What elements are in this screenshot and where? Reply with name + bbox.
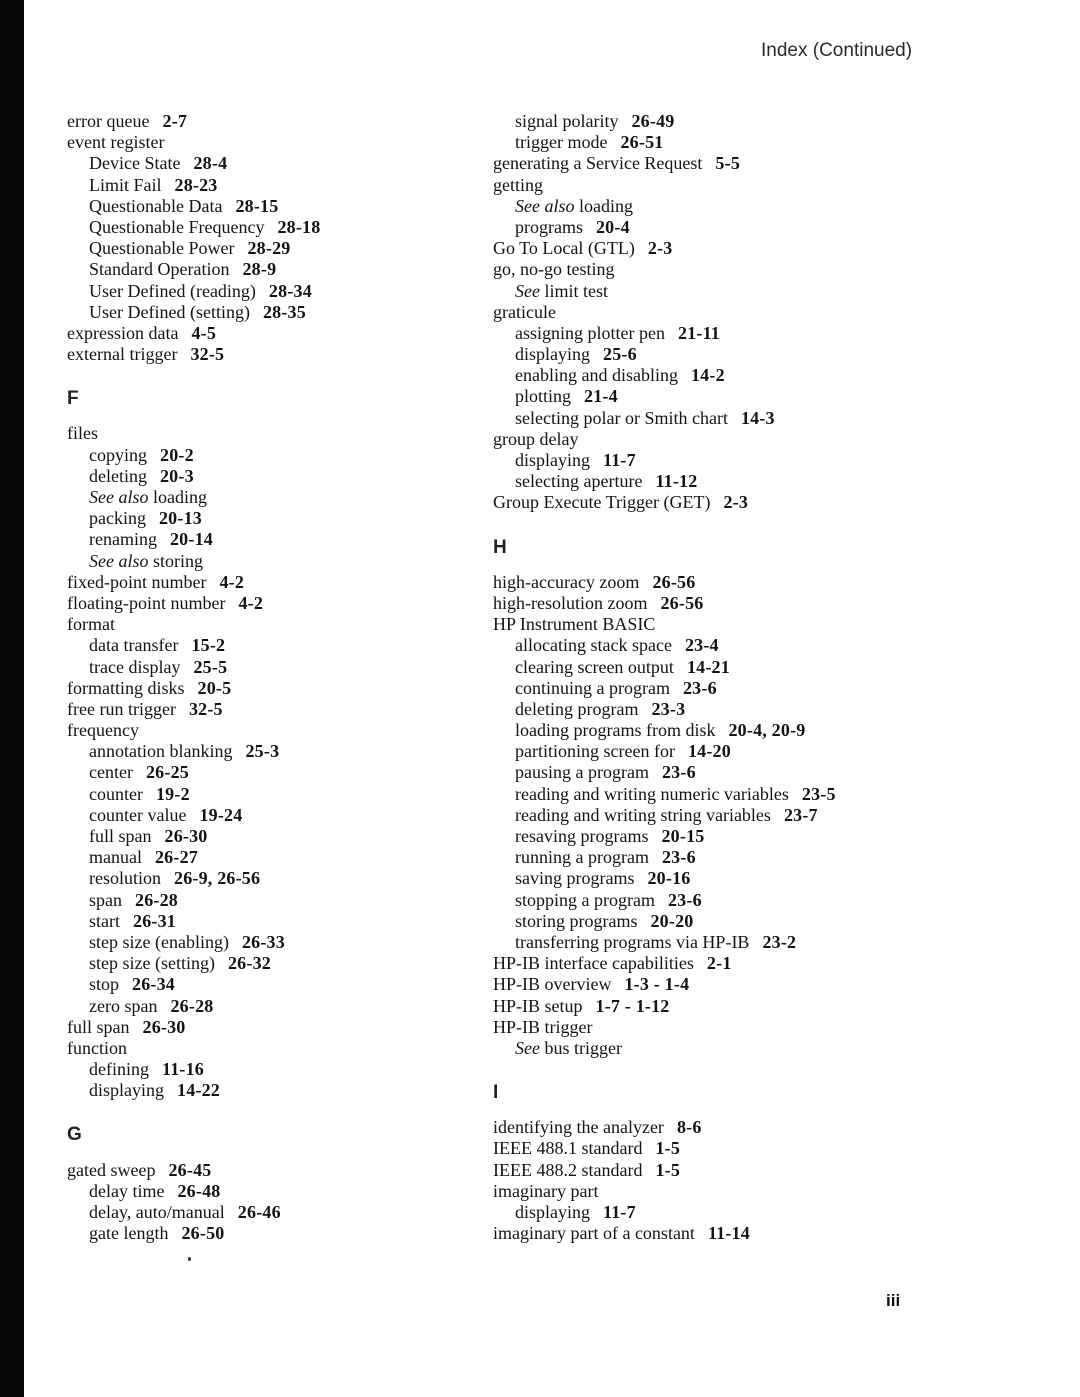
entry-page-number: 23-2 [762, 931, 797, 952]
index-entry [67, 1223, 497, 1244]
entry-page-number: 2-1 [706, 953, 732, 974]
entry-page-number: 20-14 [169, 529, 213, 550]
index-entry [67, 1038, 497, 1059]
entry-text: displaying [515, 344, 590, 365]
index-entry [493, 720, 923, 741]
entry-text: trace display [89, 656, 181, 677]
entry-page-number: 19-24 [199, 804, 243, 825]
entry-text: high-resolution zoom [493, 592, 648, 613]
entry-text: counter [89, 783, 143, 804]
index-entry [493, 932, 923, 953]
entry-page-number: 28-23 [174, 174, 218, 195]
index-entry [67, 593, 497, 614]
entry-page-number: 5-5 [715, 153, 741, 174]
entry-text: graticule [493, 301, 556, 322]
entry-text: transferring programs via HP-IB [515, 931, 750, 952]
index-entry [67, 111, 497, 132]
index-entry [493, 826, 923, 847]
index-entry [67, 1181, 497, 1202]
entry-text: programs [515, 216, 583, 237]
entry-page-number: 26-25 [145, 762, 189, 783]
entry-page-number: 14-20 [687, 741, 731, 762]
entry-page-number: 32-5 [190, 344, 225, 365]
entry-text: go, no-go testing [493, 259, 615, 280]
index-entry [493, 996, 923, 1017]
entry-page-number: 26-49 [631, 111, 675, 131]
entry-page-number: 28-9 [242, 259, 277, 280]
entry-page-number: 15-2 [191, 635, 226, 656]
entry-page-number: 26-34 [132, 974, 176, 995]
entry-text: resaving programs [515, 826, 649, 846]
entry-page-number: 28-29 [247, 238, 291, 259]
entry-text: free run trigger [67, 698, 176, 719]
entry-text: allocating stack space [515, 635, 672, 656]
entry-text: deleting program [515, 698, 639, 719]
section-heading: H [493, 536, 507, 558]
index-entry [67, 551, 497, 572]
index-entry [493, 323, 923, 344]
entry-text: limit test [544, 280, 608, 301]
index-entry [493, 1117, 923, 1138]
entry-page-number: 28-34 [268, 280, 312, 301]
entry-page-number: 20-3 [159, 465, 194, 486]
index-entry [67, 132, 497, 153]
entry-text: loading programs from disk [515, 720, 716, 741]
entry-page-number: 26-30 [164, 826, 208, 846]
index-entry [493, 1017, 923, 1038]
entry-text: User Defined (setting) [89, 301, 250, 322]
see-reference-label: See also [89, 550, 153, 571]
index-entry [67, 281, 497, 302]
index-entry [493, 784, 923, 805]
entry-text: HP-IB setup [493, 995, 583, 1016]
entry-text: HP-IB interface capabilities [493, 953, 694, 974]
entry-text: function [67, 1037, 127, 1058]
entry-text: files [67, 423, 98, 444]
entry-text: Standard Operation [89, 259, 230, 280]
entry-text: full span [89, 826, 152, 846]
index-entry [493, 868, 923, 889]
index-entry [493, 450, 923, 471]
entry-text: packing [89, 508, 146, 529]
entry-text: bus trigger [544, 1037, 622, 1058]
section-heading: G [67, 1124, 82, 1146]
entry-page-number: 26-48 [177, 1180, 221, 1201]
entry-page-number: 23-7 [783, 804, 818, 825]
index-entry [493, 365, 923, 386]
index-entry [493, 974, 923, 995]
entry-page-number: 20-20 [650, 910, 694, 931]
entry-text: IEEE 488.2 standard [493, 1159, 643, 1180]
entry-page-number: 23-6 [661, 847, 696, 868]
entry-text: reading and writing numeric variables [515, 783, 789, 804]
index-entry [67, 529, 497, 550]
entry-page-number: 11-7 [603, 450, 636, 470]
entry-text: full span [67, 1016, 130, 1037]
entry-text: HP-IB overview [493, 974, 612, 995]
index-entry [493, 386, 923, 407]
entry-text: formatting disks [67, 677, 185, 698]
entry-text: enabling and disabling [515, 365, 678, 386]
entry-page-number: 26-28 [135, 889, 178, 910]
entry-text: delay, auto/manual [89, 1202, 225, 1222]
index-entry [67, 1160, 497, 1181]
entry-text: floating-point number [67, 592, 226, 613]
entry-text: gate length [89, 1223, 169, 1244]
index-entry [493, 572, 923, 593]
entry-text: trigger mode [515, 132, 608, 153]
entry-text: Questionable Data [89, 195, 223, 216]
index-entry [67, 196, 497, 217]
entry-text: frequency [67, 720, 139, 741]
entry-text: continuing a program [515, 677, 670, 698]
entry-page-number: 1-5 [655, 1159, 681, 1180]
section-heading: I [493, 1082, 499, 1104]
entry-text: clearing screen output [515, 656, 674, 677]
index-entry [67, 974, 497, 995]
index-entry [493, 1202, 923, 1223]
entry-text: loading [152, 487, 207, 507]
entry-page-number: 11-12 [655, 471, 698, 492]
entry-text: IEEE 488.1 standard [493, 1138, 643, 1159]
index-entry [67, 487, 497, 508]
index-entry [493, 111, 923, 132]
entry-page-number: 28-35 [262, 301, 306, 322]
entry-page-number: 26-33 [241, 931, 285, 952]
index-entry [67, 259, 497, 280]
entry-page-number: 23-6 [661, 762, 696, 783]
index-entry [493, 471, 923, 492]
entry-text: Go To Local (GTL) [493, 238, 635, 259]
index-entry [67, 996, 497, 1017]
entry-text: saving programs [515, 868, 635, 889]
entry-page-number: 25-5 [193, 656, 228, 677]
entry-page-number: 23-5 [801, 783, 836, 804]
index-entry [67, 1017, 497, 1038]
entry-text: HP-IB trigger [493, 1016, 593, 1037]
entry-text: storing [152, 550, 203, 571]
entry-text: stopping a program [515, 889, 655, 910]
entry-page-number: 14-2 [690, 365, 725, 386]
entry-text: displaying [515, 450, 590, 470]
index-entry [493, 175, 923, 196]
entry-page-number: 32-5 [188, 698, 223, 719]
entry-text: User Defined (reading) [89, 280, 256, 301]
page-header: Index (Continued) [761, 40, 913, 61]
entry-text: signal polarity [515, 111, 619, 131]
index-entry [493, 657, 923, 678]
index-entry [493, 593, 923, 614]
entry-text: manual [89, 847, 142, 868]
index-entry [493, 132, 923, 153]
scan-artifact-dot [188, 1257, 191, 1261]
entry-text: storing programs [515, 910, 638, 931]
entry-text: step size (setting) [89, 953, 215, 974]
entry-page-number: 26-31 [133, 910, 176, 931]
index-entry [67, 217, 497, 238]
entry-page-number: 25-3 [245, 741, 280, 762]
entry-text: expression data [67, 322, 179, 343]
entry-page-number: 23-6 [682, 677, 717, 698]
entry-text: resolution [89, 868, 161, 889]
index-entry [493, 911, 923, 932]
index-entry [67, 784, 497, 805]
index-entry [493, 847, 923, 868]
entry-text: delay time [89, 1180, 165, 1201]
entry-page-number: 14-21 [686, 656, 730, 677]
entry-page-number: 14-3 [740, 407, 775, 428]
index-entry [493, 699, 923, 720]
entry-text: imaginary part [493, 1180, 599, 1201]
entry-text: format [67, 614, 115, 635]
entry-page-number: 26-50 [181, 1223, 225, 1244]
index-entry [67, 762, 497, 783]
index-left-column [67, 111, 497, 1244]
index-entry [67, 890, 497, 911]
index-entry [493, 217, 923, 238]
entry-page-number: 26-56 [652, 571, 696, 592]
entry-text: high-accuracy zoom [493, 571, 640, 592]
entry-text: group delay [493, 428, 579, 449]
entry-text: external trigger [67, 344, 178, 365]
entry-text: reading and writing string variables [515, 804, 771, 825]
index-entry [493, 1223, 923, 1244]
index-entry [67, 323, 497, 344]
index-entry [67, 508, 497, 529]
entry-page-number: 11-16 [162, 1059, 205, 1080]
see-reference-label: See [515, 1037, 545, 1058]
index-entry [67, 344, 497, 365]
entry-page-number: 28-4 [193, 153, 228, 174]
index-entry [67, 678, 497, 699]
entry-page-number: 26-56 [660, 592, 704, 613]
index-entry [67, 826, 497, 847]
entry-text: selecting polar or Smith chart [515, 407, 728, 428]
index-entry [493, 953, 923, 974]
index-entry [493, 492, 923, 513]
index-entry [67, 175, 497, 196]
entry-page-number: 20-13 [158, 508, 202, 529]
index-entry [493, 635, 923, 656]
index-entry [493, 762, 923, 783]
entry-text: Group Execute Trigger (GET) [493, 492, 711, 513]
entry-text: zero span [89, 995, 158, 1016]
entry-text: error queue [67, 111, 150, 131]
entry-page-number: 26-51 [620, 132, 664, 153]
entry-page-number: 26-46 [237, 1202, 281, 1222]
entry-page-number: 2-7 [162, 111, 188, 131]
entry-text: defining [89, 1059, 149, 1080]
index-entry [493, 302, 923, 323]
section-heading: F [67, 388, 79, 410]
entry-page-number: 20-16 [647, 868, 691, 889]
index-entry [67, 614, 497, 635]
index-entry [67, 466, 497, 487]
index-entry [493, 281, 923, 302]
entry-page-number: 26-9, 26-56 [174, 868, 261, 889]
index-entry [493, 344, 923, 365]
index-entry [67, 720, 497, 741]
entry-text: Limit Fail [89, 174, 162, 195]
entry-page-number: 2-3 [647, 238, 673, 259]
entry-page-number: 4-2 [238, 592, 264, 613]
index-entry [493, 614, 923, 635]
see-reference-label: See also [515, 195, 579, 216]
entry-text: counter value [89, 804, 187, 825]
entry-page-number: 23-4 [684, 635, 719, 656]
entry-page-number: 26-45 [168, 1159, 212, 1180]
entry-page-number: 4-5 [191, 322, 217, 343]
entry-text: Device State [89, 153, 181, 174]
index-entry [493, 741, 923, 762]
index-entry [67, 1059, 497, 1080]
entry-text: annotation blanking [89, 741, 233, 762]
entry-page-number: 26-27 [154, 847, 198, 868]
entry-text: data transfer [89, 635, 179, 656]
entry-text: plotting [515, 386, 572, 407]
entry-text: getting [493, 174, 543, 195]
entry-text: selecting aperture [515, 471, 643, 492]
index-entry [493, 1138, 923, 1159]
index-entry [493, 238, 923, 259]
entry-text: fixed-point number [67, 571, 207, 592]
entry-text: HP Instrument BASIC [493, 614, 656, 635]
page-number: iii [886, 1291, 901, 1310]
index-entry [67, 699, 497, 720]
entry-page-number: 19-2 [155, 783, 190, 804]
entry-text: generating a Service Request [493, 153, 703, 174]
entry-page-number: 28-15 [235, 195, 279, 216]
index-entry [493, 259, 923, 280]
index-entry [67, 741, 497, 762]
entry-text: pausing a program [515, 762, 649, 783]
index-entry [67, 953, 497, 974]
index-entry [67, 1202, 497, 1223]
entry-page-number: 23-3 [651, 698, 686, 719]
entry-page-number: 8-6 [676, 1117, 702, 1138]
entry-page-number: 20-15 [661, 826, 705, 846]
index-entry [67, 238, 497, 259]
see-reference-label: See [515, 280, 545, 301]
entry-page-number: 20-5 [197, 677, 232, 698]
entry-page-number: 1-5 [655, 1138, 681, 1159]
entry-text: copying [89, 444, 147, 465]
entry-page-number: 11-14 [707, 1223, 750, 1244]
entry-text: Questionable Power [89, 238, 235, 259]
index-entry [67, 1080, 497, 1101]
entry-page-number: 14-22 [177, 1080, 220, 1101]
entry-text: gated sweep [67, 1159, 156, 1180]
entry-page-number: 20-4 [595, 216, 630, 237]
index-entry [493, 1181, 923, 1202]
index-entry [493, 1038, 923, 1059]
entry-text: center [89, 762, 133, 783]
entry-page-number: 2-3 [723, 492, 749, 513]
entry-page-number: 26-32 [227, 953, 271, 974]
entry-text: displaying [515, 1202, 590, 1222]
index-entry [493, 890, 923, 911]
entry-text: span [89, 889, 122, 910]
index-entry [493, 408, 923, 429]
index-entry [493, 153, 923, 174]
entry-text: deleting [89, 465, 147, 486]
index-entry [67, 847, 497, 868]
entry-page-number: 1-3 - 1-4 [624, 974, 690, 995]
entry-text: displaying [89, 1080, 164, 1101]
entry-text: identifying the analyzer [493, 1117, 664, 1138]
index-entry [67, 423, 497, 444]
index-entry [67, 805, 497, 826]
entry-page-number: 21-11 [677, 322, 720, 343]
entry-text: partitioning screen for [515, 741, 675, 762]
entry-text: running a program [515, 847, 649, 868]
entry-text: step size (enabling) [89, 931, 229, 952]
entry-page-number: 26-28 [170, 995, 214, 1016]
entry-page-number: 25-6 [603, 344, 637, 365]
index-entry [493, 805, 923, 826]
entry-text: start [89, 910, 120, 931]
index-entry [493, 429, 923, 450]
entry-page-number: 1-7 - 1-12 [595, 995, 670, 1016]
entry-text: Questionable Frequency [89, 216, 265, 237]
entry-text: imaginary part of a constant [493, 1223, 695, 1244]
index-entry [67, 657, 497, 678]
index-entry [493, 678, 923, 699]
see-reference-label: See also [89, 487, 153, 507]
entry-text: loading [578, 195, 633, 216]
entry-page-number: 23-6 [667, 889, 702, 910]
entry-page-number: 26-30 [142, 1016, 186, 1037]
index-entry [67, 302, 497, 323]
index-entry [67, 445, 497, 466]
scan-edge-bar [0, 0, 24, 1397]
entry-text: renaming [89, 529, 157, 550]
entry-page-number: 28-18 [277, 216, 321, 237]
index-entry [67, 153, 497, 174]
entry-page-number: 20-4, 20-9 [728, 720, 806, 741]
index-entry [493, 196, 923, 217]
entry-page-number: 11-7 [603, 1202, 636, 1222]
index-entry [493, 1160, 923, 1181]
index-right-column [493, 111, 923, 1244]
index-entry [67, 868, 497, 889]
entry-page-number: 20-2 [160, 444, 194, 465]
index-entry [67, 572, 497, 593]
entry-text: stop [89, 974, 120, 995]
entry-text: assigning plotter pen [515, 322, 665, 343]
index-entry [67, 911, 497, 932]
entry-page-number: 21-4 [584, 386, 618, 407]
index-entry [67, 932, 497, 953]
entry-page-number: 4-2 [219, 571, 245, 592]
entry-text: event register [67, 132, 165, 153]
index-entry [67, 635, 497, 656]
